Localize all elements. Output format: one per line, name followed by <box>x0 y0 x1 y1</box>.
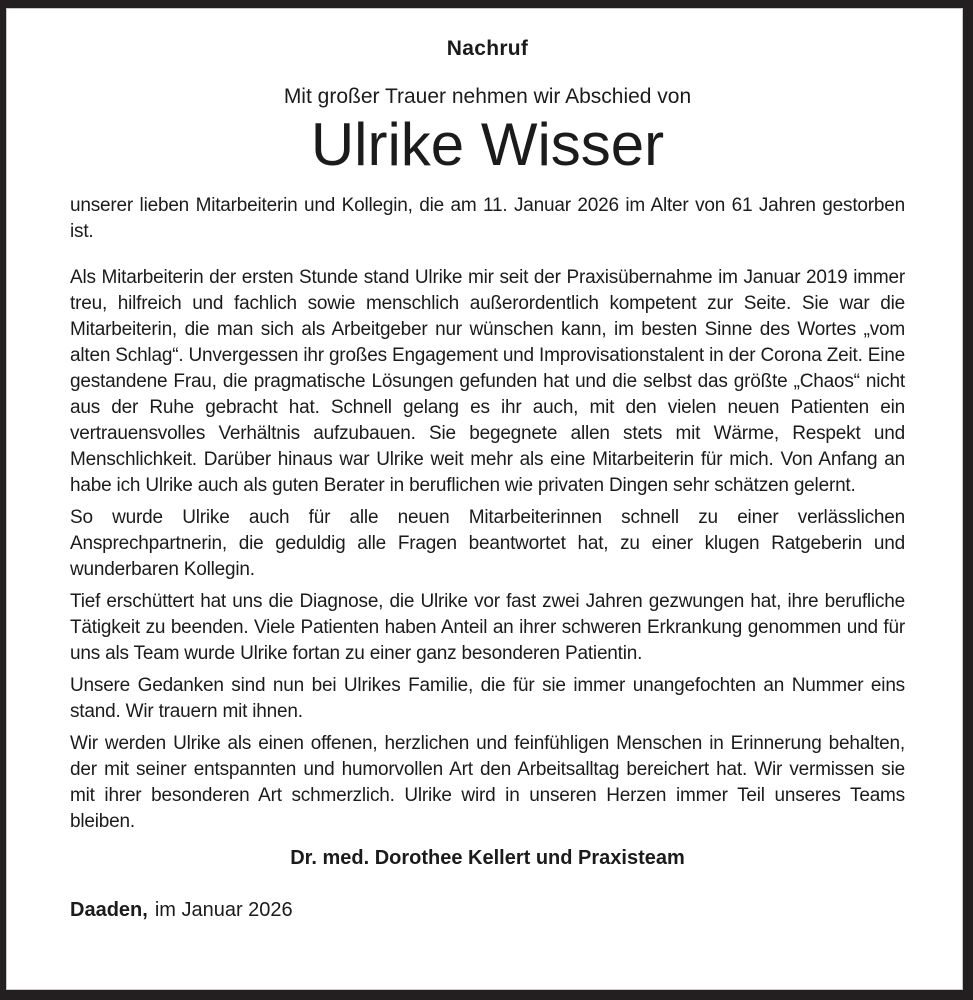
place-name: Daaden, <box>70 899 148 921</box>
body-paragraph: So wurde Ulrike auch für alle neuen Mitarbeiterinnen schnell zu einer verlässlichen Ansprechpartnerin, die geduldig alle Fragen beantwortet hat, zu einer klugen Ratgeberin und wunderbaren Kollegin. <box>70 507 905 580</box>
lead-paragraph: unserer lieben Mitarbeiterin und Kollegin, die am 11. Januar 2026 im Alter von 61 Jahren gestorben ist. <box>70 195 905 242</box>
signature-line: Dr. med. Dorothee Kellert und Praxisteam <box>290 847 685 869</box>
farewell-intro-line: Mit großer Trauer nehmen wir Abschied von <box>283 85 692 108</box>
body-paragraph: Tief erschüttert hat uns die Diagnose, die Ulrike vor fast zwei Jahren gezwungen hat, ihre berufliche Tätigkeit zu beenden. Viele Patienten haben Anteil an ihrer schweren Erkrankung genommen und für uns als Team wurde Ulrike fortan zu einer ganz besonderen Patientin. <box>70 591 905 664</box>
body-paragraph: Als Mitarbeiterin der ersten Stunde stand Ulrike mir seit der Praxisübernahme im Januar 2019 immer treu, hilfreich und fachlich sowie menschlich außerordentlich kompetent zur Seite. Sie war die Mitarbeiterin, die man sich als Arbeitgeber nur wünschen kann, im besten Sinne des Wortes „vom alten Schlag“. Unvergessen ihr großes Engagement und Improvisationstalent in der Corona Zeit. Eine gestandene Frau, die pragmatische Lösungen gefunden hat und die selbst das größte „Chaos“ nicht aus der Ruhe gebracht hat. Schnell gelang es ihr auch, mit den vielen neuen Patienten ein vertrauensvolles Verhältnis aufzubauen. Sie begegnete allen stets mit Wärme, Respekt und Menschlichkeit. Darüber hinaus war Ulrike weit mehr als eine Mitarbeiterin für mich. Von Anfang an habe ich Ulrike auch als guten Berater in beruflichen wie privaten Dingen sehr schätzen gelernt. <box>70 267 905 496</box>
body-paragraph: Unsere Gedanken sind nun bei Ulrikes Familie, die für sie immer unangefochten an Nummer eins stand. Wir trauern mit ihnen. <box>70 675 905 722</box>
body-paragraph: Wir werden Ulrike als einen offenen, herzlichen und feinfühligen Menschen in Erinnerung behalten, der mit seiner entspannten und humorvollen Art den Arbeitsalltag bereichert hat. Wir vermissen sie mit ihrer besonderen Art schmerzlich. Ulrike wird in unseren Herzen immer Teil unseres Teams bleiben. <box>70 733 905 832</box>
deceased-name: Ulrike Wisser <box>310 111 665 178</box>
date-text: im Januar 2026 <box>154 899 293 921</box>
place-date-line <box>70 897 905 923</box>
notice-kicker: Nachruf <box>446 37 529 60</box>
